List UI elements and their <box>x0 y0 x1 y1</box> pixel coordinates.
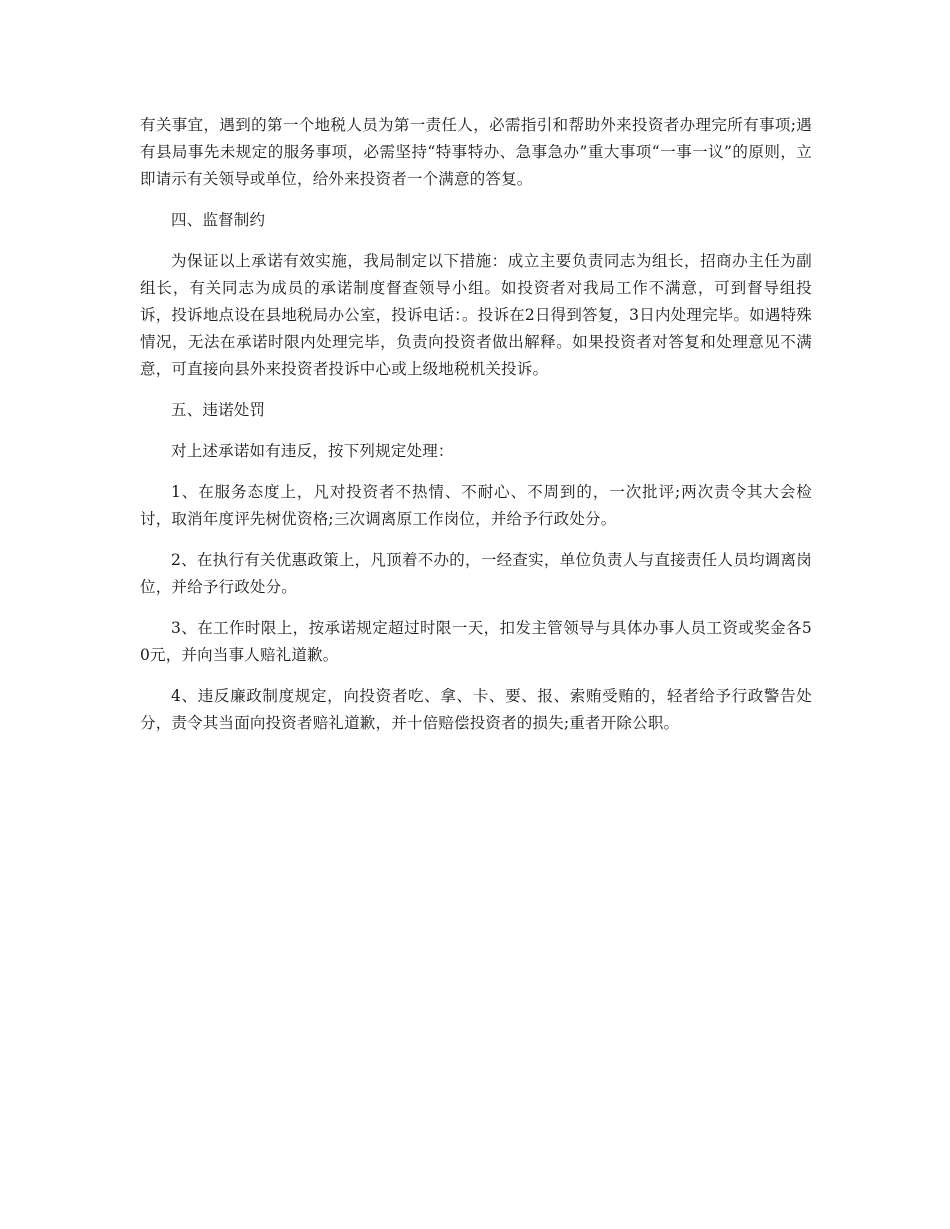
penalty-item-3: 3、在工作时限上，按承诺规定超过时限一天，扣发主管领导与具体办事人员工资或奖金各50元，并向当事人赔礼道歉。 <box>140 619 812 664</box>
paragraph-penalty-intro: 对上述承诺如有违反，按下列规定处理： <box>171 442 454 460</box>
document-page <box>140 112 812 751</box>
penalty-item-1: 1、在服务态度上，凡对投资者不热情、不耐心、不周到的，一次批评;两次责令其大会检讨，取消年度评先树优资格;三次调离原工作岗位，并给予行政处分。 <box>140 483 812 528</box>
penalty-item-4: 4、违反廉政制度规定，向投资者吃、拿、卡、要、报、索贿受贿的，轻者给予行政警告处分，责令其当面向投资者赔礼道歉，并十倍赔偿投资者的损失;重者开除公职。 <box>140 687 812 732</box>
paragraph-supervision: 为保证以上承诺有效实施，我局制定以下措施：成立主要负责同志为组长，招商办主任为副组长，有关同志为成员的承诺制度督查领导小组。如投资者对我局工作不满意，可到督导组投诉，投诉地点设在县地税局办公室，投诉电话：。投诉在2日得到答复，3日内处理完毕。如遇特殊情况，无法在承诺时限内处理完毕，负责向投资者做出解释。如果投资者对答复和处理意见不满意，可直接向县外来投资者投诉中心或上级地税机关投诉。 <box>140 252 812 378</box>
penalty-item-2: 2、在执行有关优惠政策上，凡顶着不办的，一经查实，单位负责人与直接责任人员均调离岗位，并给予行政处分。 <box>140 551 812 596</box>
section-heading-penalty: 五、违诺处罚 <box>171 401 266 419</box>
paragraph-continuation: 有关事宜，遇到的第一个地税人员为第一责任人，必需指引和帮助外来投资者办理完所有事项;遇有县局事先未规定的服务事项，必需坚持“特事特办、急事急办”重大事项“一事一议”的原则，立即请示有关领导或单位，给外来投资者一个满意的答复。 <box>140 116 812 188</box>
section-heading-supervision: 四、监督制约 <box>171 211 266 229</box>
